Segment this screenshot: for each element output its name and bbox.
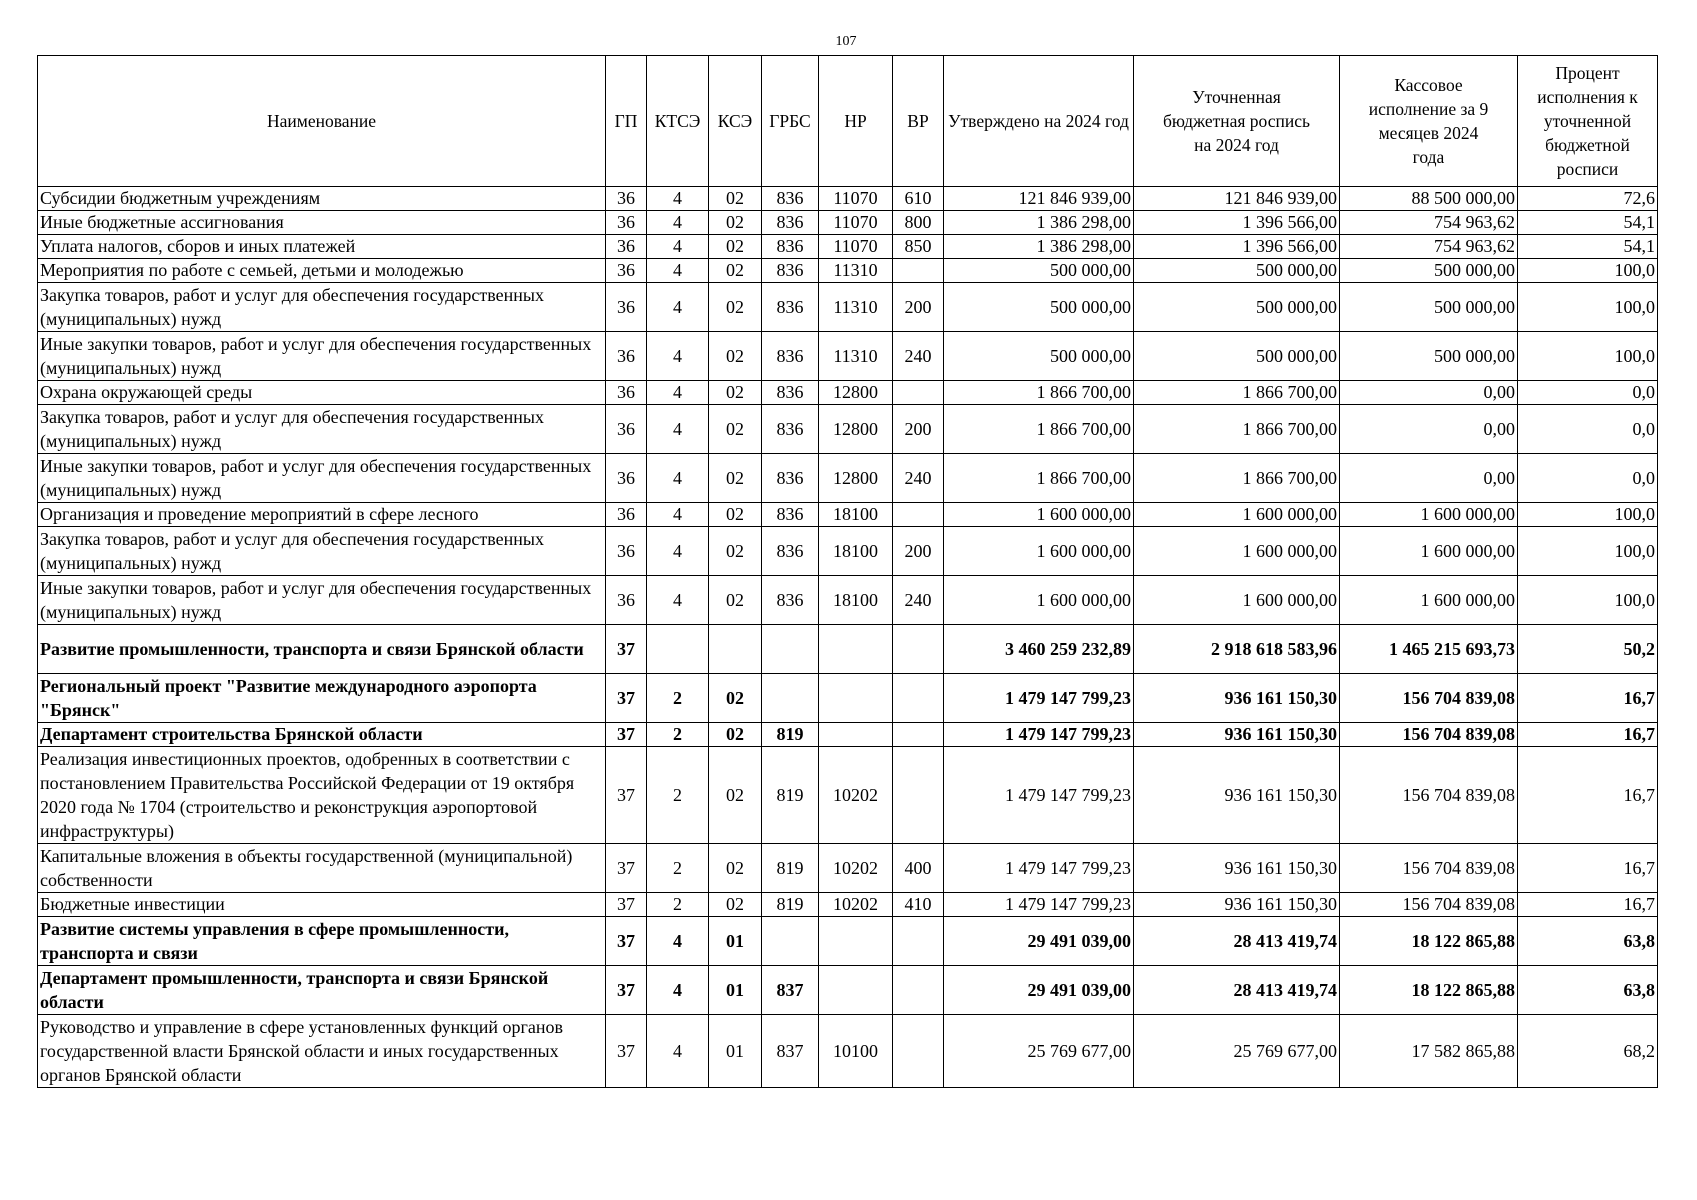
cell-cash: 156 704 839,08 [1340, 747, 1518, 844]
cell-nr: 11310 [819, 332, 893, 381]
cell-gp: 36 [606, 381, 647, 405]
cell-nr: 11310 [819, 283, 893, 332]
cell-approved: 1 600 000,00 [944, 503, 1134, 527]
cell-ktse: 4 [647, 381, 709, 405]
table-row [38, 1015, 1658, 1088]
cell-percent: 100,0 [1518, 332, 1658, 381]
header-ktse: КТСЭ [647, 56, 709, 187]
cell-name: Развитие системы управления в сфере промышленности, транспорта и связи [38, 917, 606, 966]
table-row [38, 454, 1658, 503]
cell-kse: 02 [709, 674, 762, 723]
cell-grbs: 836 [762, 211, 819, 235]
cell-nr: 11310 [819, 259, 893, 283]
header-gp: ГП [606, 56, 647, 187]
table-row [38, 381, 1658, 405]
cell-cash: 156 704 839,08 [1340, 844, 1518, 893]
cell-approved: 1 866 700,00 [944, 381, 1134, 405]
cell-kse: 02 [709, 747, 762, 844]
cell-gp: 37 [606, 674, 647, 723]
cell-ktse: 2 [647, 747, 709, 844]
table-row [38, 259, 1658, 283]
table-row [38, 503, 1658, 527]
cell-gp: 36 [606, 283, 647, 332]
cell-ktse [647, 625, 709, 674]
cell-refined: 25 769 677,00 [1134, 1015, 1340, 1088]
cell-nr [819, 723, 893, 747]
table-row [38, 527, 1658, 576]
cell-percent: 100,0 [1518, 283, 1658, 332]
cell-nr: 12800 [819, 381, 893, 405]
header-nr: НР [819, 56, 893, 187]
cell-kse: 01 [709, 966, 762, 1015]
cell-percent: 100,0 [1518, 527, 1658, 576]
cell-percent: 0,0 [1518, 381, 1658, 405]
cell-grbs: 836 [762, 332, 819, 381]
cell-grbs: 819 [762, 723, 819, 747]
cell-refined: 1 396 566,00 [1134, 235, 1340, 259]
cell-percent: 0,0 [1518, 405, 1658, 454]
cell-name: Региональный проект "Развитие международного аэропорта "Брянск" [38, 674, 606, 723]
table-row [38, 747, 1658, 844]
cell-name: Капитальные вложения в объекты государственной (муниципальной) собственности [38, 844, 606, 893]
cell-approved: 1 479 147 799,23 [944, 844, 1134, 893]
cell-percent: 16,7 [1518, 674, 1658, 723]
cell-refined: 121 846 939,00 [1134, 187, 1340, 211]
cell-ktse: 2 [647, 674, 709, 723]
cell-name: Департамент промышленности, транспорта и связи Брянской области [38, 966, 606, 1015]
cell-vr [893, 259, 944, 283]
cell-gp: 36 [606, 576, 647, 625]
cell-refined: 936 161 150,30 [1134, 893, 1340, 917]
cell-ktse: 4 [647, 527, 709, 576]
cell-percent: 63,8 [1518, 966, 1658, 1015]
cell-grbs [762, 917, 819, 966]
budget-table [37, 55, 1658, 1088]
header-percent: Процент исполнения к уточненной бюджетной росписи [1518, 56, 1658, 187]
cell-refined: 936 161 150,30 [1134, 674, 1340, 723]
cell-grbs: 836 [762, 381, 819, 405]
cell-nr: 12800 [819, 405, 893, 454]
cell-percent: 63,8 [1518, 917, 1658, 966]
table-row [38, 674, 1658, 723]
cell-ktse: 4 [647, 966, 709, 1015]
cell-percent: 16,7 [1518, 747, 1658, 844]
cell-nr [819, 917, 893, 966]
cell-nr: 10202 [819, 893, 893, 917]
cell-refined: 500 000,00 [1134, 283, 1340, 332]
cell-refined: 936 161 150,30 [1134, 723, 1340, 747]
cell-approved: 121 846 939,00 [944, 187, 1134, 211]
cell-vr [893, 625, 944, 674]
cell-kse: 02 [709, 576, 762, 625]
cell-gp: 37 [606, 893, 647, 917]
cell-ktse: 4 [647, 283, 709, 332]
table-row [38, 917, 1658, 966]
cell-cash: 88 500 000,00 [1340, 187, 1518, 211]
cell-grbs: 836 [762, 576, 819, 625]
page-number: 107 [835, 34, 857, 49]
cell-gp: 36 [606, 527, 647, 576]
cell-ktse: 2 [647, 844, 709, 893]
cell-refined: 936 161 150,30 [1134, 747, 1340, 844]
header-kse: КСЭ [709, 56, 762, 187]
cell-gp: 37 [606, 1015, 647, 1088]
cell-kse: 02 [709, 405, 762, 454]
cell-approved: 29 491 039,00 [944, 917, 1134, 966]
cell-gp: 36 [606, 454, 647, 503]
cell-name: Иные бюджетные ассигнования [38, 211, 606, 235]
table-row [38, 283, 1658, 332]
cell-approved: 1 600 000,00 [944, 527, 1134, 576]
cell-grbs [762, 625, 819, 674]
cell-nr: 10100 [819, 1015, 893, 1088]
cell-gp: 37 [606, 844, 647, 893]
cell-cash: 0,00 [1340, 381, 1518, 405]
cell-cash: 156 704 839,08 [1340, 893, 1518, 917]
cell-kse: 02 [709, 527, 762, 576]
cell-name: Реализация инвестиционных проектов, одобренных в соответствии с постановлением Правительства Российской Федерации от 19 октября 2020 года № 1704 (строительство и реконструкция аэропортовой инфраструктуры) [38, 747, 606, 844]
cell-approved: 1 866 700,00 [944, 454, 1134, 503]
cell-approved: 500 000,00 [944, 332, 1134, 381]
cell-vr [893, 747, 944, 844]
cell-name: Организация и проведение мероприятий в сфере лесного [38, 503, 606, 527]
cell-vr: 240 [893, 332, 944, 381]
table-row [38, 405, 1658, 454]
cell-gp: 36 [606, 259, 647, 283]
cell-ktse: 4 [647, 917, 709, 966]
table-row [38, 235, 1658, 259]
cell-grbs: 836 [762, 527, 819, 576]
cell-gp: 36 [606, 187, 647, 211]
cell-nr: 11070 [819, 211, 893, 235]
cell-ktse: 4 [647, 332, 709, 381]
cell-cash: 754 963,62 [1340, 211, 1518, 235]
cell-grbs: 836 [762, 235, 819, 259]
cell-vr [893, 917, 944, 966]
cell-refined: 1 866 700,00 [1134, 381, 1340, 405]
cell-gp: 36 [606, 405, 647, 454]
cell-cash: 500 000,00 [1340, 283, 1518, 332]
header-grbs: ГРБС [762, 56, 819, 187]
cell-approved: 1 479 147 799,23 [944, 674, 1134, 723]
cell-cash: 17 582 865,88 [1340, 1015, 1518, 1088]
cell-approved: 29 491 039,00 [944, 966, 1134, 1015]
cell-refined: 1 600 000,00 [1134, 576, 1340, 625]
cell-percent: 100,0 [1518, 503, 1658, 527]
cell-vr: 610 [893, 187, 944, 211]
cell-ktse: 4 [647, 576, 709, 625]
cell-cash: 1 600 000,00 [1340, 503, 1518, 527]
cell-ktse: 4 [647, 187, 709, 211]
cell-refined: 1 600 000,00 [1134, 527, 1340, 576]
cell-refined: 1 600 000,00 [1134, 503, 1340, 527]
cell-kse: 02 [709, 844, 762, 893]
cell-kse: 02 [709, 235, 762, 259]
cell-vr: 240 [893, 576, 944, 625]
cell-percent: 0,0 [1518, 454, 1658, 503]
cell-vr: 200 [893, 405, 944, 454]
cell-gp: 36 [606, 332, 647, 381]
cell-refined: 1 866 700,00 [1134, 454, 1340, 503]
cell-name: Субсидии бюджетным учреждениям [38, 187, 606, 211]
cell-name: Уплата налогов, сборов и иных платежей [38, 235, 606, 259]
cell-percent: 54,1 [1518, 211, 1658, 235]
cell-nr: 11070 [819, 235, 893, 259]
cell-cash: 156 704 839,08 [1340, 723, 1518, 747]
cell-nr: 18100 [819, 576, 893, 625]
header-vr: ВР [893, 56, 944, 187]
cell-kse: 01 [709, 917, 762, 966]
cell-name: Бюджетные инвестиции [38, 893, 606, 917]
cell-refined: 500 000,00 [1134, 332, 1340, 381]
cell-gp: 36 [606, 503, 647, 527]
cell-approved: 1 866 700,00 [944, 405, 1134, 454]
cell-ktse: 4 [647, 503, 709, 527]
cell-name: Департамент строительства Брянской области [38, 723, 606, 747]
cell-refined: 1 866 700,00 [1134, 405, 1340, 454]
cell-percent: 16,7 [1518, 844, 1658, 893]
cell-percent: 72,6 [1518, 187, 1658, 211]
cell-percent: 54,1 [1518, 235, 1658, 259]
cell-nr [819, 674, 893, 723]
cell-grbs: 836 [762, 259, 819, 283]
cell-kse: 02 [709, 187, 762, 211]
header-cash: Кассовое исполнение за 9 месяцев 2024 года [1340, 56, 1518, 187]
cell-refined: 1 396 566,00 [1134, 211, 1340, 235]
cell-grbs: 836 [762, 283, 819, 332]
cell-ktse: 2 [647, 723, 709, 747]
cell-cash: 1 600 000,00 [1340, 527, 1518, 576]
cell-kse: 02 [709, 381, 762, 405]
cell-percent: 50,2 [1518, 625, 1658, 674]
cell-kse: 02 [709, 283, 762, 332]
table-row [38, 966, 1658, 1015]
cell-cash: 18 122 865,88 [1340, 917, 1518, 966]
table-row [38, 844, 1658, 893]
cell-percent: 100,0 [1518, 576, 1658, 625]
cell-name: Иные закупки товаров, работ и услуг для обеспечения государственных (муниципальных) нужд [38, 332, 606, 381]
cell-nr: 11070 [819, 187, 893, 211]
table-row [38, 187, 1658, 211]
cell-name: Мероприятия по работе с семьей, детьми и молодежью [38, 259, 606, 283]
cell-percent: 16,7 [1518, 723, 1658, 747]
cell-cash: 0,00 [1340, 454, 1518, 503]
cell-cash: 500 000,00 [1340, 332, 1518, 381]
cell-percent: 68,2 [1518, 1015, 1658, 1088]
cell-gp: 36 [606, 235, 647, 259]
cell-nr: 12800 [819, 454, 893, 503]
cell-nr [819, 966, 893, 1015]
cell-grbs: 819 [762, 844, 819, 893]
cell-cash: 156 704 839,08 [1340, 674, 1518, 723]
cell-cash: 18 122 865,88 [1340, 966, 1518, 1015]
cell-name: Иные закупки товаров, работ и услуг для обеспечения государственных (муниципальных) нужд [38, 454, 606, 503]
header-approved: Утверждено на 2024 год [944, 56, 1134, 187]
cell-percent: 16,7 [1518, 893, 1658, 917]
cell-kse: 02 [709, 332, 762, 381]
cell-approved: 500 000,00 [944, 283, 1134, 332]
cell-gp: 37 [606, 723, 647, 747]
cell-gp: 36 [606, 211, 647, 235]
cell-grbs: 836 [762, 454, 819, 503]
cell-cash: 0,00 [1340, 405, 1518, 454]
cell-ktse: 4 [647, 454, 709, 503]
cell-approved: 25 769 677,00 [944, 1015, 1134, 1088]
cell-approved: 1 479 147 799,23 [944, 747, 1134, 844]
table-row [38, 893, 1658, 917]
cell-grbs: 819 [762, 893, 819, 917]
table-row [38, 211, 1658, 235]
cell-vr [893, 966, 944, 1015]
cell-nr: 10202 [819, 747, 893, 844]
table-row [38, 332, 1658, 381]
cell-cash: 1 600 000,00 [1340, 576, 1518, 625]
cell-ktse: 2 [647, 893, 709, 917]
cell-vr: 410 [893, 893, 944, 917]
cell-percent: 100,0 [1518, 259, 1658, 283]
cell-vr [893, 503, 944, 527]
cell-name: Руководство и управление в сфере установленных функций органов государственной власти Брянской области и иных государственных органов Брянской области [38, 1015, 606, 1088]
cell-name: Развитие промышленности, транспорта и связи Брянской области [38, 625, 606, 674]
cell-name: Охрана окружающей среды [38, 381, 606, 405]
cell-approved: 500 000,00 [944, 259, 1134, 283]
cell-gp: 37 [606, 747, 647, 844]
cell-cash: 754 963,62 [1340, 235, 1518, 259]
table-row [38, 723, 1658, 747]
cell-kse: 01 [709, 1015, 762, 1088]
cell-nr [819, 625, 893, 674]
cell-kse: 02 [709, 259, 762, 283]
cell-approved: 1 479 147 799,23 [944, 723, 1134, 747]
cell-cash: 1 465 215 693,73 [1340, 625, 1518, 674]
cell-ktse: 4 [647, 211, 709, 235]
cell-cash: 500 000,00 [1340, 259, 1518, 283]
cell-vr: 200 [893, 527, 944, 576]
cell-nr: 18100 [819, 503, 893, 527]
cell-refined: 28 413 419,74 [1134, 966, 1340, 1015]
cell-kse: 02 [709, 893, 762, 917]
cell-approved: 1 386 298,00 [944, 211, 1134, 235]
header-refined: Уточненная бюджетная роспись на 2024 год [1134, 56, 1340, 187]
cell-grbs: 837 [762, 1015, 819, 1088]
cell-vr: 400 [893, 844, 944, 893]
cell-ktse: 4 [647, 405, 709, 454]
header-row [38, 56, 1658, 187]
cell-grbs: 836 [762, 503, 819, 527]
cell-vr [893, 381, 944, 405]
cell-grbs: 836 [762, 187, 819, 211]
cell-kse: 02 [709, 211, 762, 235]
cell-approved: 1 479 147 799,23 [944, 893, 1134, 917]
cell-name: Закупка товаров, работ и услуг для обеспечения государственных (муниципальных) нужд [38, 527, 606, 576]
cell-vr [893, 1015, 944, 1088]
cell-grbs: 837 [762, 966, 819, 1015]
cell-vr: 800 [893, 211, 944, 235]
cell-kse: 02 [709, 454, 762, 503]
cell-grbs [762, 674, 819, 723]
cell-gp: 37 [606, 966, 647, 1015]
cell-name: Иные закупки товаров, работ и услуг для обеспечения государственных (муниципальных) нужд [38, 576, 606, 625]
cell-kse: 02 [709, 723, 762, 747]
cell-vr: 240 [893, 454, 944, 503]
cell-approved: 3 460 259 232,89 [944, 625, 1134, 674]
table-row [38, 576, 1658, 625]
cell-approved: 1 600 000,00 [944, 576, 1134, 625]
cell-nr: 18100 [819, 527, 893, 576]
cell-refined: 500 000,00 [1134, 259, 1340, 283]
cell-kse: 02 [709, 503, 762, 527]
cell-refined: 2 918 618 583,96 [1134, 625, 1340, 674]
cell-vr: 850 [893, 235, 944, 259]
cell-ktse: 4 [647, 259, 709, 283]
cell-ktse: 4 [647, 235, 709, 259]
cell-kse [709, 625, 762, 674]
header-name: Наименование [38, 56, 606, 187]
table-row [38, 625, 1658, 674]
cell-refined: 28 413 419,74 [1134, 917, 1340, 966]
cell-gp: 37 [606, 917, 647, 966]
cell-vr [893, 674, 944, 723]
cell-nr: 10202 [819, 844, 893, 893]
cell-grbs: 819 [762, 747, 819, 844]
cell-vr: 200 [893, 283, 944, 332]
cell-ktse: 4 [647, 1015, 709, 1088]
cell-grbs: 836 [762, 405, 819, 454]
cell-name: Закупка товаров, работ и услуг для обеспечения государственных (муниципальных) нужд [38, 283, 606, 332]
cell-vr [893, 723, 944, 747]
cell-name: Закупка товаров, работ и услуг для обеспечения государственных (муниципальных) нужд [38, 405, 606, 454]
cell-approved: 1 386 298,00 [944, 235, 1134, 259]
cell-gp: 37 [606, 625, 647, 674]
cell-refined: 936 161 150,30 [1134, 844, 1340, 893]
